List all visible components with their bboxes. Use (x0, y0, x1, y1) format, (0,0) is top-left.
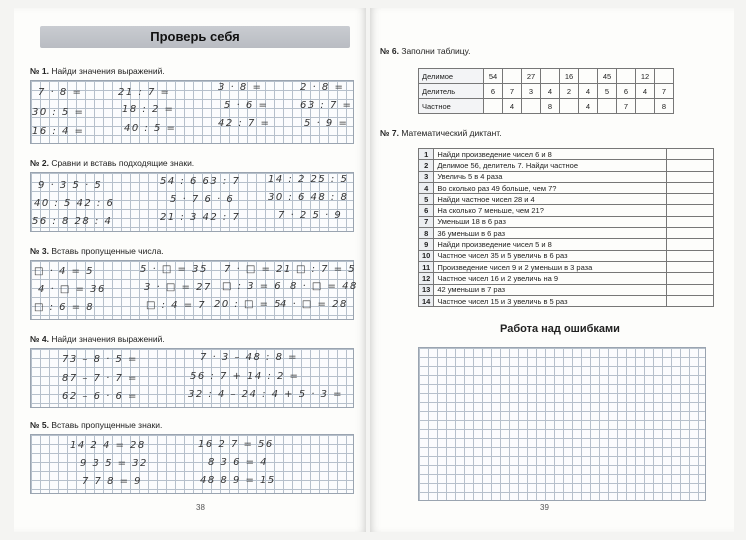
compare: 5 · 7 6 · 6 (170, 194, 235, 205)
division-table (418, 68, 674, 114)
table-cell: 16 (560, 69, 579, 84)
compare: 9 · 3 5 · 5 (38, 180, 103, 191)
table-row (419, 69, 674, 84)
missing: 4 · □ = 36 (38, 284, 106, 295)
item-number: 10 (419, 250, 434, 261)
missing: □ · 4 = 5 (34, 266, 94, 277)
expr: 32 : 4 – 24 : 4 + 5 · 3 = (188, 389, 344, 400)
answer-cell (667, 261, 714, 272)
item-question: Уменьши 18 в 6 раз (434, 216, 667, 227)
signs: 8 3 6 = 4 (208, 457, 269, 468)
compare: 56 : 8 28 : 4 (32, 216, 113, 227)
table-cell: 7 (617, 99, 636, 114)
table-row (419, 239, 714, 250)
expr: 5 · 9 = (304, 118, 349, 129)
expr: 16 : 4 = (32, 126, 85, 137)
missing: 5 · □ = 35 (140, 264, 208, 275)
answer-cell (667, 295, 714, 306)
expr: 2 · 8 = (300, 82, 345, 93)
answer-cell (667, 228, 714, 239)
table-cell: 45 (598, 69, 617, 84)
missing: 20 : □ = 5 (214, 299, 282, 310)
expr: 73 – 8 · 5 = (62, 354, 138, 365)
table-row (419, 216, 714, 227)
item-question: Делимое 56, делитель 7. Найди частное (434, 160, 667, 171)
task2-heading: № 2. Сравни и вставь подходящие знаки. (30, 158, 195, 168)
table-cell (503, 69, 522, 84)
table-cell: 3 (522, 84, 541, 99)
answer-cell (667, 149, 714, 160)
item-number: 13 (419, 284, 434, 295)
expr: 5 · 6 = (224, 100, 269, 111)
answer-cell (667, 239, 714, 250)
expr: 30 : 5 = (32, 107, 85, 118)
table-cell: 27 (522, 69, 541, 84)
item-number: 9 (419, 239, 434, 250)
compare: 7 · 2 5 · 9 (278, 210, 343, 221)
missing: □ : 6 = 8 (34, 302, 95, 313)
row-label: Делимое (419, 69, 484, 84)
expr: 63 : 7 = (300, 100, 353, 111)
page-number-right: 39 (540, 503, 549, 512)
compare: 14 : 2 25 : 5 (268, 174, 349, 185)
item-number: 7 (419, 216, 434, 227)
item-number: 5 (419, 194, 434, 205)
task1-heading: № 1. Найди значения выражений. (30, 66, 165, 76)
expr: 62 – 6 · 6 = (62, 391, 138, 402)
errors-grid (418, 347, 706, 501)
table-cell (541, 69, 560, 84)
table-cell: 2 (560, 84, 579, 99)
table-cell (560, 99, 579, 114)
table-cell (617, 69, 636, 84)
table-row (419, 295, 714, 306)
item-question: Произведение чисел 9 и 2 уменьши в 3 раза (434, 261, 667, 272)
expr: 40 : 5 = (124, 123, 177, 134)
expr: 7 · 3 – 48 : 8 = (200, 352, 298, 363)
table-cell (655, 69, 674, 84)
compare: 21 : 3 42 : 7 (160, 212, 241, 223)
table-row (419, 261, 714, 272)
missing: □ : 4 = 7 (146, 300, 207, 311)
table-row (419, 171, 714, 182)
page-number-left: 38 (196, 503, 205, 512)
item-question: Частное чисел 15 и 3 увеличь в 5 раз (434, 295, 667, 306)
item-question: Найди произведение чисел 5 и 8 (434, 239, 667, 250)
task4-heading: № 4. Найди значения выражений. (30, 334, 165, 344)
table-cell: 8 (541, 99, 560, 114)
item-number: 2 (419, 160, 434, 171)
answer-cell (667, 160, 714, 171)
task5-heading: № 5. Вставь пропущенные знаки. (30, 420, 163, 430)
compare: 54 : 6 63 : 7 (160, 176, 241, 187)
signs: 48 8 9 = 15 (200, 475, 276, 486)
task7-heading: № 7. Математический диктант. (380, 128, 502, 138)
table-row (419, 160, 714, 171)
expr: 3 · 8 = (218, 82, 263, 93)
page-title: Проверь себя (150, 29, 240, 44)
table-cell (522, 99, 541, 114)
title-banner (40, 26, 350, 48)
table-cell: 54 (484, 69, 503, 84)
signs: 16 2 7 = 56 (198, 439, 274, 450)
expr: 87 – 7 · 7 = (62, 373, 138, 384)
errors-title: Работа над ошибками (500, 323, 620, 335)
table-cell (636, 99, 655, 114)
table-cell: 7 (655, 84, 674, 99)
signs: 7 7 8 = 9 (82, 476, 143, 487)
table-cell (598, 99, 617, 114)
table-cell (579, 69, 598, 84)
item-question: Частное чисел 16 и 2 увеличь на 9 (434, 273, 667, 284)
item-number: 11 (419, 261, 434, 272)
answer-cell (667, 284, 714, 295)
item-question: На сколько 7 меньше, чем 21? (434, 205, 667, 216)
item-question: Во сколько раз 49 больше, чем 7? (434, 182, 667, 193)
dictation-table (418, 148, 714, 307)
item-question: Найди частное чисел 28 и 4 (434, 194, 667, 205)
table-cell (484, 99, 503, 114)
table-cell: 6 (484, 84, 503, 99)
expr: 42 : 7 = (218, 118, 271, 129)
table-cell: 4 (636, 84, 655, 99)
table-row (419, 182, 714, 193)
answer-cell (667, 216, 714, 227)
table-row (419, 250, 714, 261)
answer-cell (667, 273, 714, 284)
table-cell: 4 (541, 84, 560, 99)
item-number: 1 (419, 149, 434, 160)
missing: 4 · □ = 28 (280, 299, 348, 310)
signs: 14 2 4 = 28 (70, 440, 146, 451)
missing: □ : 7 = 5 (296, 264, 357, 275)
missing: □ : 3 = 6 (222, 281, 283, 292)
row-label: Частное (419, 99, 484, 114)
item-number: 12 (419, 273, 434, 284)
table-row (419, 149, 714, 160)
table-row (419, 228, 714, 239)
table-cell: 4 (579, 99, 598, 114)
expr: 21 : 7 = (118, 87, 171, 98)
item-number: 14 (419, 295, 434, 306)
missing: 3 · □ = 27 (144, 282, 212, 293)
task6-heading: № 6. Заполни таблицу. (380, 46, 471, 56)
missing: 8 · □ = 48 (290, 281, 358, 292)
answer-cell (667, 171, 714, 182)
expr: 7 · 8 = (38, 87, 83, 98)
item-number: 8 (419, 228, 434, 239)
expr: 18 : 2 = (122, 104, 175, 115)
task3-heading: № 3. Вставь пропущенные числа. (30, 246, 164, 256)
item-question: Увеличь 5 в 4 раза (434, 171, 667, 182)
table-row (419, 194, 714, 205)
signs: 9 3 5 = 32 (80, 458, 148, 469)
table-cell: 4 (579, 84, 598, 99)
item-question: Найди произведение чисел 6 и 8 (434, 149, 667, 160)
missing: 7 · □ = 21 (224, 264, 292, 275)
table-cell: 5 (598, 84, 617, 99)
table-row (419, 273, 714, 284)
table-row (419, 84, 674, 99)
compare: 30 : 6 48 : 8 (268, 192, 349, 203)
table-cell: 4 (503, 99, 522, 114)
item-question: Частное чисел 35 и 5 увеличь в 6 раз (434, 250, 667, 261)
item-question: 42 уменьши в 7 раз (434, 284, 667, 295)
table-cell: 8 (655, 99, 674, 114)
expr: 56 : 7 + 14 : 2 = (190, 371, 300, 382)
answer-cell (667, 194, 714, 205)
item-number: 3 (419, 171, 434, 182)
table-cell: 6 (617, 84, 636, 99)
table-row (419, 99, 674, 114)
row-label: Делитель (419, 84, 484, 99)
item-question: 36 уменьши в 6 раз (434, 228, 667, 239)
item-number: 4 (419, 182, 434, 193)
table-cell: 7 (503, 84, 522, 99)
table-row (419, 284, 714, 295)
answer-cell (667, 250, 714, 261)
table-row (419, 205, 714, 216)
item-number: 6 (419, 205, 434, 216)
compare: 40 : 5 42 : 6 (34, 198, 115, 209)
table-cell: 12 (636, 69, 655, 84)
answer-cell (667, 205, 714, 216)
answer-cell (667, 182, 714, 193)
